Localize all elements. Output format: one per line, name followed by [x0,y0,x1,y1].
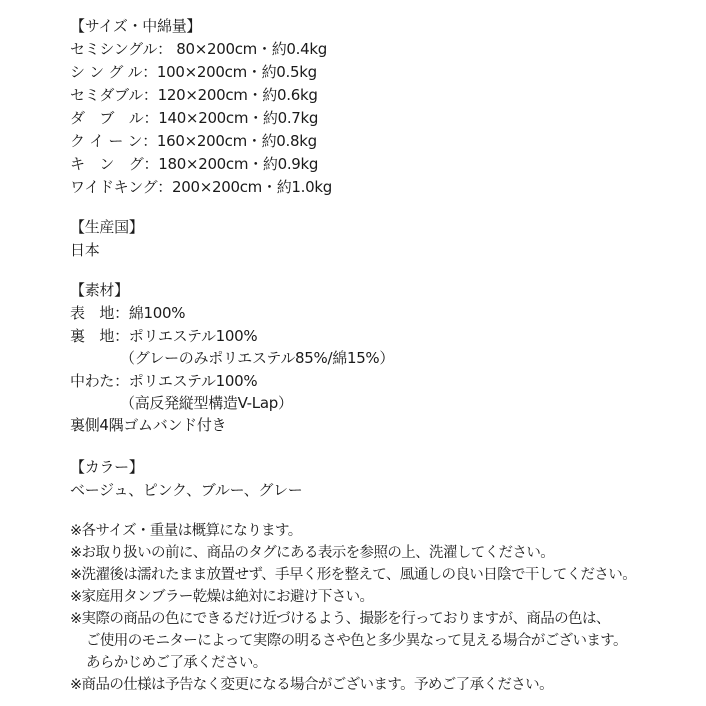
material-filling: 中わた：ポリエステル100% [70,372,258,390]
material-back: 裏 地：ポリエステル100% [70,327,258,345]
material-back-note: （グレーのみポリエステル85%/綿15%） [120,349,395,367]
material-outer: 表 地：綿100% [70,304,186,322]
color-value: ベージュ、ピンク、ブルー、グレー [70,481,303,499]
origin-value: 日本 [70,241,100,259]
note-color-3: あらかじめご了承ください。 [86,655,267,671]
size-row-queen: ク イ ー ン：160×200cm・約0.8kg [70,132,317,150]
origin-heading: 【生産国】 [70,218,144,236]
size-row-single: シ ン グ ル：100×200cm・約0.5kg [70,63,317,81]
note-handling: ※お取り扱いの前に、商品のタグにある表示を参照の上、洗濯してください。 [70,545,555,561]
size-row-king: キ ン グ：180×200cm・約0.9kg [70,155,319,173]
note-drying: ※洗濯後は濡れたまま放置せず、手早く形を整えて、風通しの良い日陰で干してください。 [70,567,637,583]
color-heading: 【カラー】 [70,458,144,476]
size-row-semi-single: セミシングル： 80×200cm・約0.4kg [70,40,327,58]
note-approximate: ※各サイズ・重量は概算になります。 [70,523,302,539]
note-tumble-dry: ※家庭用タンブラー乾燥は絶対にお避け下さい。 [70,589,374,605]
size-heading: 【サイズ・中綿量】 [70,17,202,35]
note-color-2: ご使用のモニターによって実際の明るさや色と多少異なって見える場合がございます。 [86,633,627,649]
size-row-wide-king: ワイドキング：200×200cm・約1.0kg [70,178,332,196]
material-rubber-band: 裏側4隅ゴムバンド付き [70,416,227,434]
material-heading: 【素材】 [70,281,129,299]
note-spec-change: ※商品の仕様は予告なく変更になる場合がございます。予めご了承ください。 [70,677,553,693]
size-row-semi-double: セミダブル：120×200cm・約0.6kg [70,86,318,104]
size-row-double: ダ ブ ル：140×200cm・約0.7kg [70,109,319,127]
note-color-1: ※実際の商品の色にできるだけ近づけるよう、撮影を行っておりますが、商品の色は、 [70,611,610,627]
material-filling-note: （高反発縦型構造V-Lap） [120,394,293,412]
